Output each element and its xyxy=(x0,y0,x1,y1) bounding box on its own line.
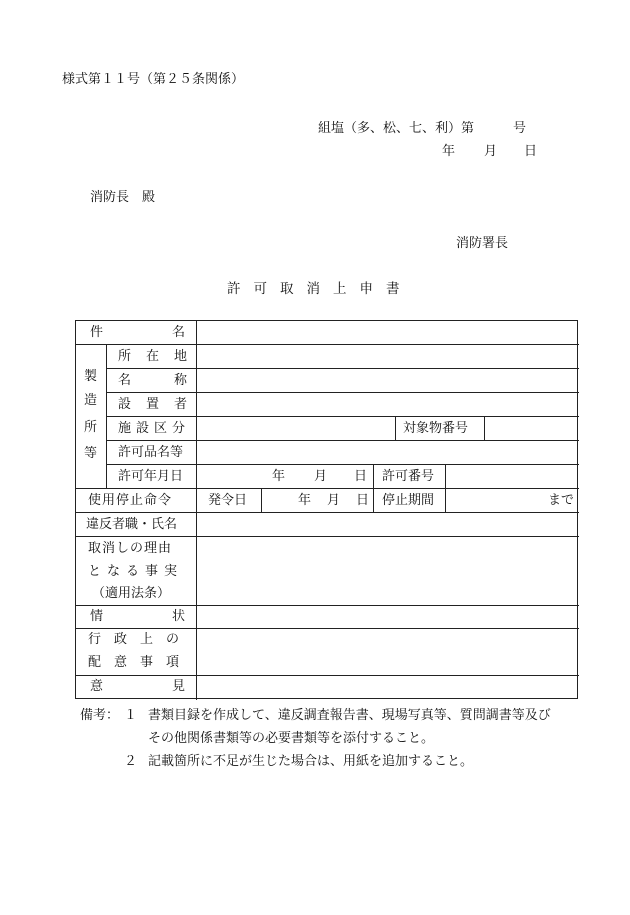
opinion-label: 意 xyxy=(90,679,104,694)
date-year: 年 xyxy=(442,144,456,159)
remarks-prefix: 備考： xyxy=(80,708,120,723)
remark-1-line-1: 書類目録を作成して、違反調査報告書、現場写真等、質問調書等及び xyxy=(148,708,551,723)
addressee: 消防長 殿 xyxy=(90,190,156,205)
remark-2-text: 記載箇所に不足が生じた場合は、用紙を追加すること。 xyxy=(148,754,474,769)
permit-revocation-form: 件 名 製 造 所 等 所 在 地 名 称 設 置 者 施設区分 対象物番号 許可品名等 許可年月日 年 月 日 許可番号 使用停止命令 発令日 年 月 日 停止期間 まで 違反者職・氏名 取消しの理由 となる事実 （適用法条） 情 状 行政上の 配意事項 意 見 xyxy=(75,320,578,699)
remark-2-number: ２ xyxy=(124,754,138,769)
installer-label: 設 xyxy=(118,397,132,412)
document-title: 許可取消上申書 xyxy=(227,281,413,297)
stop-period-label: 停止期間 xyxy=(382,493,435,508)
date-month: 月 xyxy=(484,144,498,159)
form-number: 様式第１１号（第２５条関係） xyxy=(62,72,245,87)
permit-item-label: 許可品名等 xyxy=(118,445,184,460)
remark-1-number: １ xyxy=(124,708,138,723)
violator-label: 違反者職・氏名 xyxy=(86,517,178,532)
reference-number: 組塩（多、松、七、利）第 号 xyxy=(318,121,527,136)
permit-date-year: 年 xyxy=(272,469,286,484)
issue-day: 日 xyxy=(356,493,370,508)
target-number-label: 対象物番号 xyxy=(403,421,469,436)
stop-order-label: 使用停止命令 xyxy=(88,493,173,508)
facility-label: 製 xyxy=(84,369,98,384)
admin-considerations-label: 行政上の xyxy=(88,632,193,647)
permit-date-month: 月 xyxy=(314,469,328,484)
date-day: 日 xyxy=(524,144,538,159)
location-label: 所 xyxy=(118,349,132,364)
name-label: 名 xyxy=(118,373,132,388)
issue-month: 月 xyxy=(327,493,341,508)
case-label: 件 xyxy=(90,325,104,340)
sender: 消防署長 xyxy=(456,236,509,251)
until-label: まで xyxy=(548,493,575,508)
remark-1-line-2: その他関係書類等の必要書類等を添付すること。 xyxy=(148,731,435,746)
permit-date-label: 許可年月日 xyxy=(118,469,184,484)
permit-date-day: 日 xyxy=(354,469,368,484)
circumstances-label: 情 xyxy=(90,609,104,624)
permit-number-label: 許可番号 xyxy=(382,469,435,484)
issue-date-label: 発令日 xyxy=(208,493,248,508)
facility-class-label: 施設区分 xyxy=(118,421,191,436)
reason-label: 取消しの理由 xyxy=(88,541,173,556)
issue-year: 年 xyxy=(298,493,312,508)
